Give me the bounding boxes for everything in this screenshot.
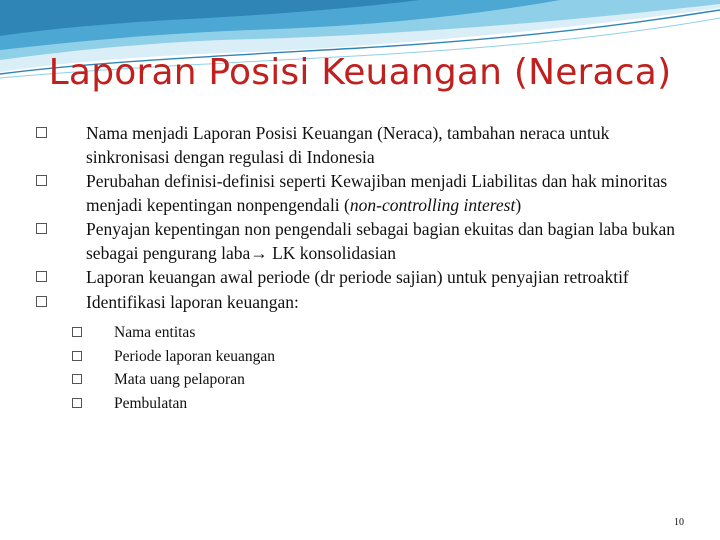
sub-bullet-text: Nama entitas xyxy=(114,324,196,341)
sub-bullet-item xyxy=(72,345,696,369)
sub-bullet-item xyxy=(72,321,696,345)
checkbox-bullet-icon xyxy=(36,223,47,234)
bullet-text: Perubahan definisi-definisi seperti Kewajiban menjadi Liabilitas dan hak minoritas menjadi kepentingan nonpengendali ( xyxy=(86,171,668,215)
bullet-text-end: ) xyxy=(515,194,522,215)
bullet-italic-term: non-controlling interest xyxy=(349,194,516,215)
sub-bullet-text: Periode laporan keuangan xyxy=(114,347,275,365)
checkbox-bullet-icon xyxy=(36,175,47,186)
bullet-text: Penyajan kepentingan non pengendali sebagai bagian ekuitas dan bagian laba bukan sebagai pengurang laba→ LK konsolidasian xyxy=(86,219,675,263)
sub-bullet-item xyxy=(72,392,696,416)
checkbox-bullet-icon xyxy=(72,351,82,361)
sub-bullet-item xyxy=(72,368,696,392)
bullet-item xyxy=(36,122,696,169)
bullet-text: Laporan keuangan awal periode (dr periode sajian) untuk penyajian retroaktif xyxy=(86,267,629,287)
bullet-item xyxy=(36,291,696,416)
sub-bullet-text: Mata uang pelaporan xyxy=(114,371,245,388)
checkbox-bullet-icon xyxy=(36,296,47,307)
sub-bullet-text: Pembulatan xyxy=(114,394,188,412)
bullet-list xyxy=(36,122,696,416)
checkbox-bullet-icon xyxy=(72,374,82,384)
checkbox-bullet-icon xyxy=(72,327,82,337)
checkbox-bullet-icon xyxy=(72,398,82,408)
bullet-item xyxy=(36,170,696,217)
slide-title: Laporan Posisi Keuangan (Neraca) xyxy=(48,52,672,93)
checkbox-bullet-icon xyxy=(36,271,47,282)
bullet-text: Identifikasi laporan keuangan: xyxy=(86,291,299,312)
bullet-text: Nama menjadi Laporan Posisi Keuangan (Neraca), tambahan neraca untuk sinkronisasi dengan regulasi di Indonesia xyxy=(86,123,610,167)
checkbox-bullet-icon xyxy=(36,127,47,138)
bullet-item xyxy=(36,218,696,265)
sub-bullet-list xyxy=(72,321,696,415)
bullet-item xyxy=(36,266,696,290)
page-number: 10 xyxy=(674,517,684,528)
